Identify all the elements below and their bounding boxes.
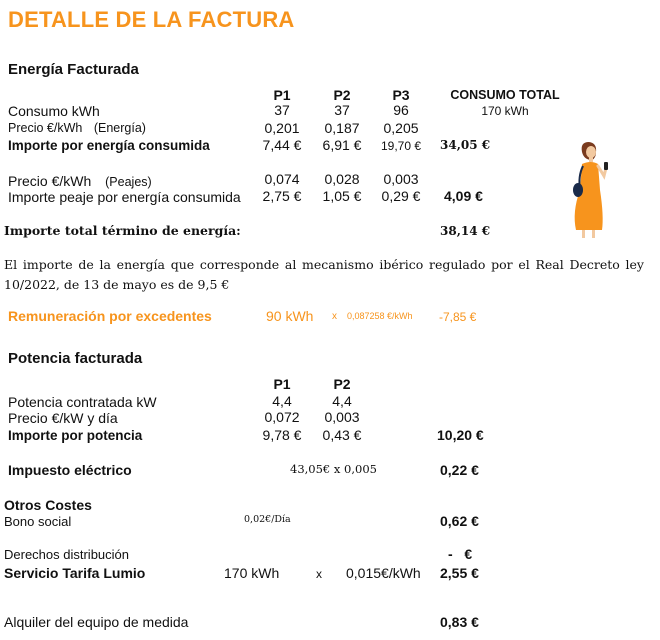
impuesto-calc: 43,05€ x 0,005: [290, 462, 377, 476]
potencia-contratada-p1: 4,4: [272, 393, 292, 409]
importe-peaje-p2: 1,05 €: [322, 188, 362, 204]
power-header-p1: P1: [273, 376, 291, 392]
precio-peajes-p3: 0,003: [383, 171, 419, 187]
servicio-x: x: [316, 567, 322, 581]
importe-potencia-label: Importe por potencia: [8, 428, 143, 443]
importe-peaje-p1: 2,75 €: [262, 188, 302, 204]
total-termino-label: Importe total término de energía:: [4, 223, 241, 238]
potencia-contratada-label: Potencia contratada kW: [8, 394, 157, 410]
precio-energia-label: [8, 122, 146, 135]
impuesto-label: Impuesto eléctrico: [8, 462, 132, 478]
servicio-value: 2,55 €: [440, 565, 479, 581]
alquiler-value: 0,83 €: [440, 614, 479, 630]
remuneracion-kwh: 90 kWh: [266, 308, 314, 324]
importe-energia-p3: 19,70 €: [380, 139, 422, 153]
servicio-price: 0,015€/kWh: [346, 565, 421, 581]
consumo-p3: 96: [393, 102, 409, 118]
precio-potencia-label: Precio €/kW y día: [8, 410, 118, 426]
energy-section-title: Energía Facturada: [8, 61, 139, 78]
bono-social-rate: 0,02€/Día: [244, 514, 291, 525]
power-section-title: Potencia facturada: [8, 350, 143, 367]
potencia-contratada-p2: 4,4: [332, 393, 352, 409]
otros-costes-title: Otros Costes: [4, 497, 92, 513]
servicio-kwh: 170 kWh: [224, 565, 280, 581]
bono-social-value: 0,62 €: [440, 513, 479, 529]
derechos-label: Derechos distribución: [4, 547, 130, 562]
precio-energia-label-text: Precio €/kWh: [8, 121, 83, 135]
servicio-label: Servicio Tarifa Lumio: [4, 565, 146, 581]
importe-energia-total: 34,05 €: [440, 138, 491, 152]
bono-social-label: Bono social: [4, 514, 72, 529]
importe-potencia-p1: 9,78 €: [262, 427, 302, 443]
energy-header-total: CONSUMO TOTAL: [450, 88, 560, 102]
precio-peajes-p2: 0,028: [324, 171, 360, 187]
derechos-value: - €: [448, 546, 473, 562]
precio-energia-p2: 0,187: [324, 120, 360, 136]
remuneracion-value: -7,85 €: [439, 310, 477, 324]
precio-energia-p1: 0,201: [264, 120, 300, 136]
invoice-title: DETALLE DE LA FACTURA: [8, 7, 295, 32]
importe-potencia-p2: 0,43 €: [322, 427, 362, 443]
precio-potencia-p1: 0,072: [264, 409, 300, 425]
woman-with-phone-illustration: [556, 138, 616, 243]
energy-header-p1: P1: [273, 87, 291, 103]
importe-energia-p2: 6,91 €: [322, 137, 362, 153]
precio-peajes-note: (Peajes): [105, 175, 152, 189]
impuesto-value: 0,22 €: [440, 462, 479, 478]
importe-energia-p1: 7,44 €: [262, 137, 302, 153]
precio-peajes-p1: 0,074: [264, 171, 300, 187]
energy-header-p2: P2: [333, 87, 351, 103]
consumo-total: 170 kWh: [481, 104, 529, 118]
consumo-p2: 37: [334, 102, 350, 118]
importe-peaje-p3: 0,29 €: [381, 188, 421, 204]
remuneracion-x: x: [332, 311, 337, 322]
power-header-p2: P2: [333, 376, 351, 392]
consumo-label: Consumo kWh: [8, 103, 100, 119]
precio-peajes-label: [8, 174, 152, 189]
remuneracion-label: Remuneración por excedentes: [8, 308, 212, 324]
precio-energia-p3: 0,205: [383, 120, 419, 136]
consumo-p1: 37: [274, 102, 290, 118]
total-termino-value: 38,14 €: [440, 224, 491, 238]
remuneracion-price: 0,087258 €/kWh: [347, 311, 413, 321]
precio-peajes-label-text: Precio €/kWh: [8, 173, 92, 189]
precio-potencia-p2: 0,003: [324, 409, 360, 425]
precio-energia-note: (Energía): [93, 121, 146, 135]
importe-peaje-total: 4,09 €: [444, 188, 483, 204]
importe-peaje-label: Importe peaje por energía consumida: [8, 189, 241, 205]
mecanismo-iberico-text: El importe de la energía que corresponde al mecanismo ibérico regulado por el Real Decreto ley 10/2022, de 13 de mayo es de 9,5 €: [4, 257, 644, 292]
importe-energia-label: Importe por energía consumida: [8, 138, 210, 153]
energy-header-p3: P3: [392, 87, 410, 103]
importe-potencia-total: 10,20 €: [437, 427, 484, 443]
alquiler-label: Alquiler del equipo de medida: [4, 614, 189, 630]
